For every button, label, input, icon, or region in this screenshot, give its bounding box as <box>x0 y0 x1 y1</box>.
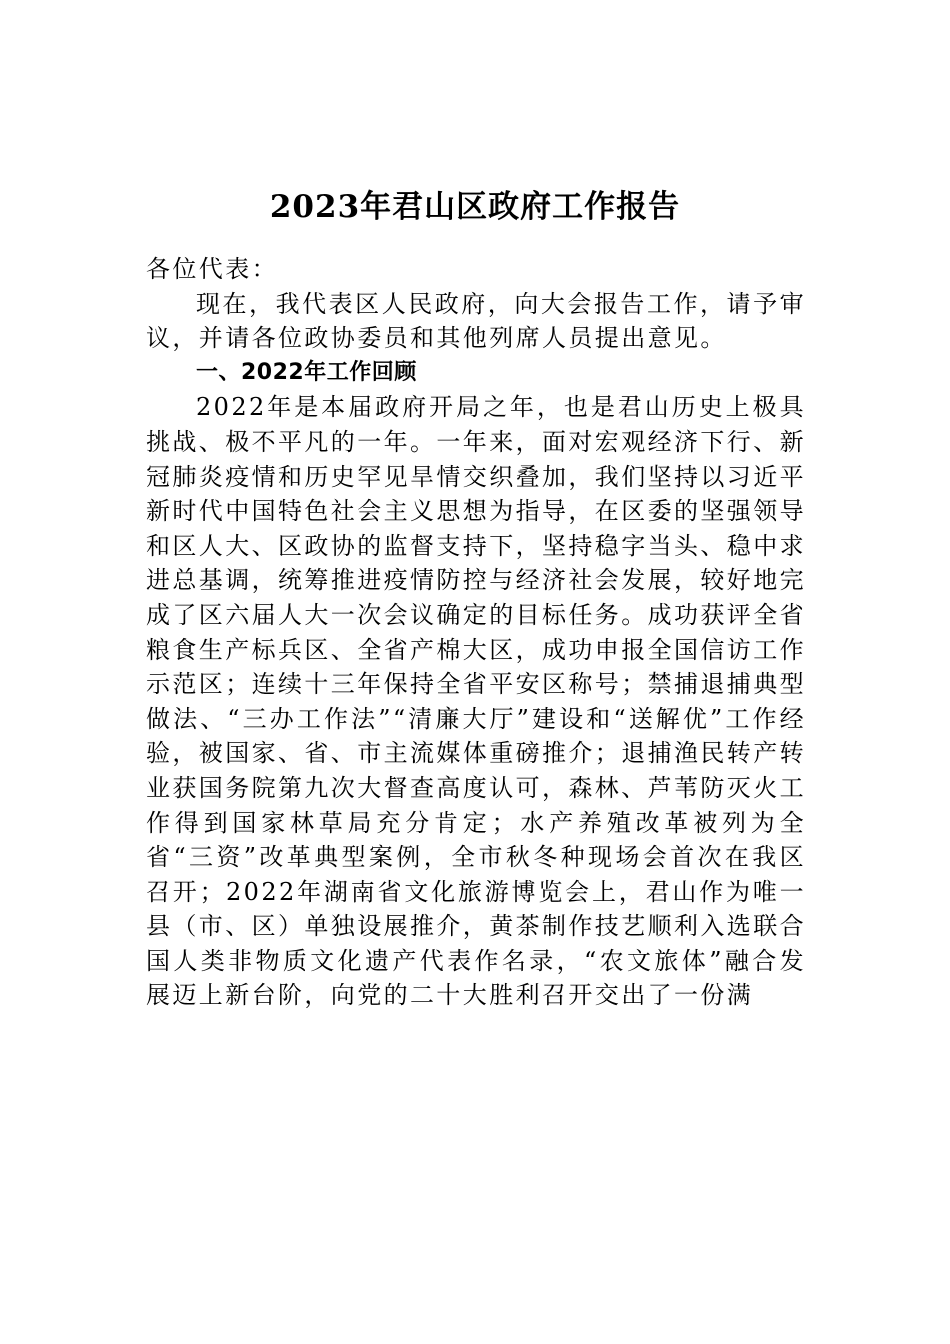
section-heading: 一、2022年工作回顾 <box>196 359 417 385</box>
document-title: 2023年君山区政府工作报告 <box>269 188 681 225</box>
document-body <box>146 252 806 1013</box>
salutation: 各位代表： <box>146 255 278 283</box>
intro-paragraph: 现在，我代表区人民政府，向大会报告工作，请予审议，并请各位政协委员和其他列席人员提出意见。 <box>146 289 806 353</box>
body-paragraph: 2022年是本届政府开局之年，也是君山历史上极具挑战、极不平凡的一年。一年来，面对宏观经济下行、新冠肺炎疫情和历史罕见旱情交织叠加，我们坚持以习近平新时代中国特色社会主义思想为指导，在区委的坚强领导和区人大、区政协的监督支持下，坚持稳字当头、稳中求进总基调，统筹推进疫情防控与经济社会发展，较好地完成了区六届人大一次会议确定的目标任务。成功获评全省粮食生产标兵区、全省产棉大区，成功申报全国信访工作示范区；连续十三年保持全省平安区称号；禁捕退捕典型做法、“三办工作法”“清廉大厅”建设和“送解优”工作经验，被国家、省、市主流媒体重磅推介；退捕渔民转产转业获国务院第九次大督查高度认可，森林、芦苇防灭火工作得到国家林草局充分肯定；水产养殖改革被列为全省“三资”改革典型案例，全市秋冬种现场会首次在我区召开；2022年湖南省文化旅游博览会上，君山作为唯一县（市、区）单独设展推介，黄茶制作技艺顺利入选联合国人类非物质文化遗产代表作名录，“农文旅体”融合发展迈上新台阶，向党的二十大胜利召开交出了一份满 <box>146 393 806 1010</box>
